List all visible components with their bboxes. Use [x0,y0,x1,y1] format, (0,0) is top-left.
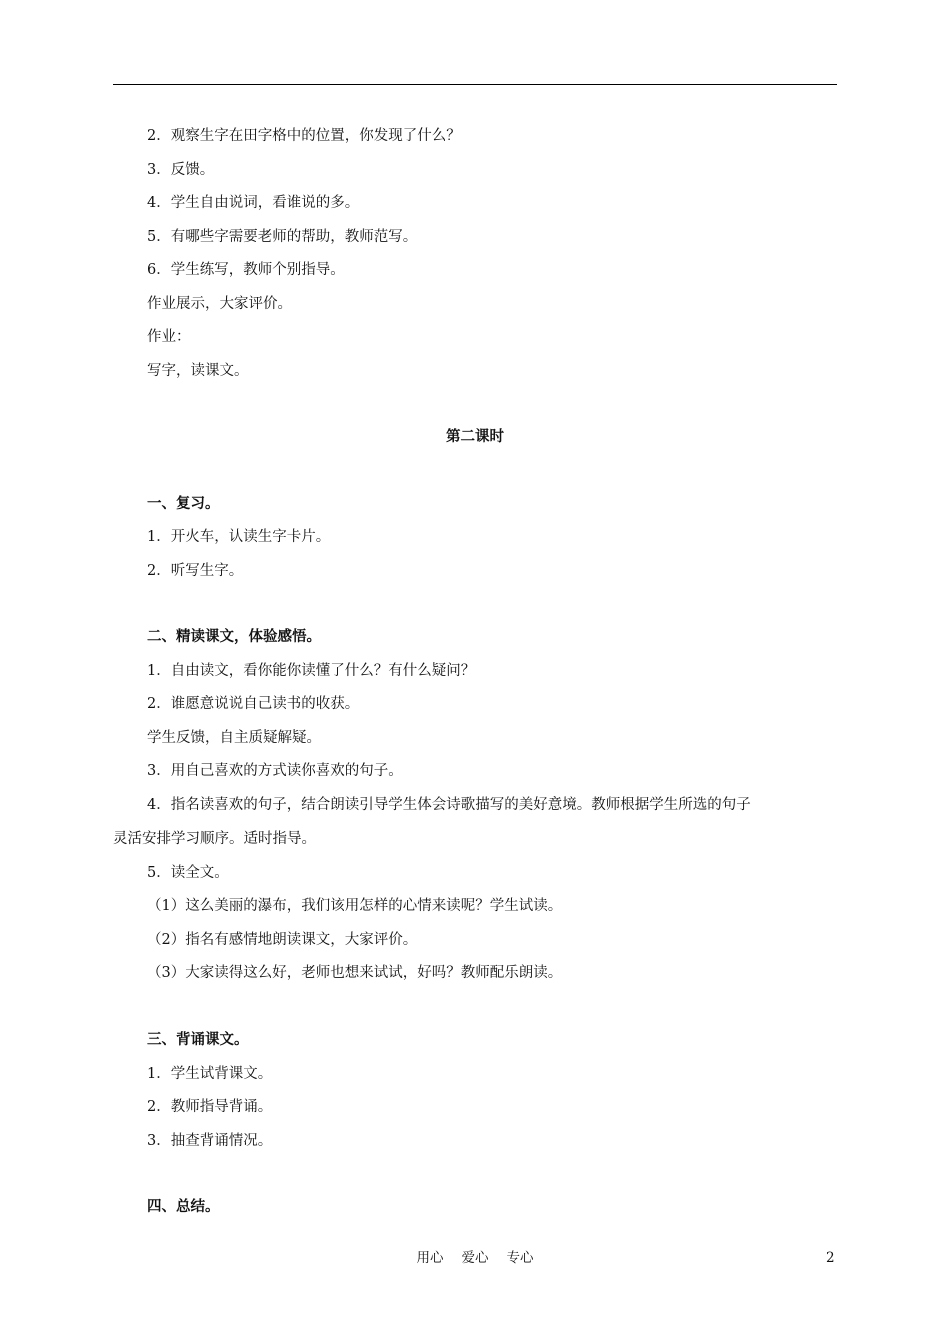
paragraph-line: 灵活安排学习顺序。适时指导。 [113,831,316,847]
footer-word: 爱心 [461,1250,489,1266]
list-item: 作业： [147,329,191,345]
list-item: 学生反馈，自主质疑解疑。 [147,730,321,746]
footer-motto [0,1248,950,1268]
list-item: 6．学生练写，教师个别指导。 [147,262,345,278]
section-heading-close-reading: 二、精读课文，体验感悟。 [147,628,321,645]
section-heading-recite: 三、背诵课文。 [147,1031,249,1048]
list-item: 写字，读课文。 [147,363,249,379]
header-rule [113,84,837,85]
list-item: 5．有哪些字需要老师的帮助，教师范写。 [147,229,418,245]
list-item: 1．开火车，认读生字卡片。 [147,529,331,545]
lesson-title: 第二课时 [446,428,504,445]
list-item: 4．学生自由说词，看谁说的多。 [147,195,360,211]
sub-list-item: （3）大家读得这么好，老师也想来试试，好吗？教师配乐朗读。 [147,965,563,981]
sub-list-item: （1）这么美丽的瀑布，我们该用怎样的心情来读呢？学生试读。 [147,898,563,914]
list-item: 作业展示，大家评价。 [147,296,292,312]
list-item: 1．学生试背课文。 [147,1066,273,1082]
list-item: 2．听写生字。 [147,563,244,579]
list-item: 3．反馈。 [147,162,215,178]
list-item: 2．教师指导背诵。 [147,1099,273,1115]
sub-list-item: （2）指名有感情地朗读课文，大家评价。 [147,932,418,948]
section-heading-review: 一、复习。 [147,495,220,512]
list-item: 2．观察生字在田字格中的位置，你发现了什么？ [147,128,461,144]
list-item: 3．抽查背诵情况。 [147,1133,273,1149]
list-item: 5．读全文。 [147,865,229,881]
list-item: 2．谁愿意说说自己读书的收获。 [147,696,360,712]
section-heading-summary: 四、总结。 [147,1198,220,1215]
paragraph-line: 4．指名读喜欢的句子，结合朗读引导学生体会诗歌描写的美好意境。教师根据学生所选的句子 [147,797,751,813]
list-item: 3．用自己喜欢的方式读你喜欢的句子。 [147,763,403,779]
list-item: 1．自由读文，看你能你读懂了什么？有什么疑问？ [147,663,476,679]
footer-word: 专心 [506,1250,534,1266]
footer-word: 用心 [416,1250,444,1266]
page-number: 2 [826,1250,835,1266]
